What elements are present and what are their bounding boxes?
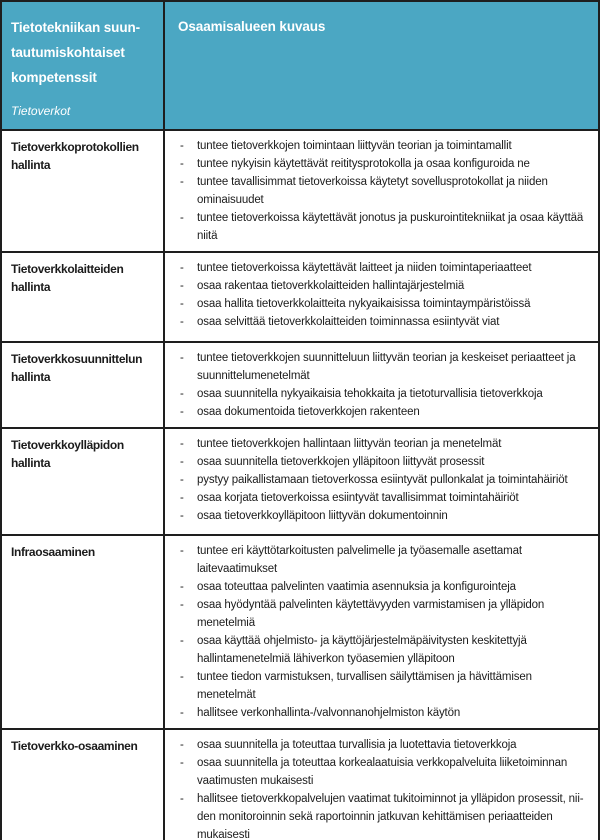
row-description-cell	[165, 343, 598, 427]
table-header-row	[2, 2, 598, 129]
table-row-tietoverkkoprotokollien-hallinta	[2, 129, 598, 251]
bullet-item: - tuntee nykyisin käytettävät reititysprotokolla ja osaa konfiguroida ne	[178, 155, 586, 173]
row-title-cell	[2, 536, 165, 728]
row-title: Tietoverkkolaitteiden hallinta	[11, 262, 124, 294]
row-title-cell	[2, 429, 165, 534]
bullet-item: - osaa hallita tietoverkkolaitteita nykyaikaisissa toimintaympäristöissä	[178, 295, 586, 313]
row-title: Tietoverkko-osaaminen	[11, 739, 138, 753]
row-description-cell	[165, 253, 598, 341]
table-row-tietoverkkolaitteiden-hallinta	[2, 251, 598, 341]
bullet-item: - tuntee tietoverkkojen suunnitteluun liittyvän teorian ja keskeiset periaatteet ja suunnittelumenetelmät	[178, 349, 586, 385]
bullet-list	[165, 131, 598, 251]
row-title-cell	[2, 343, 165, 427]
bullet-item: - osaa suunnitella tietoverkkojen ylläpitoon liittyvät prosessit	[178, 453, 586, 471]
bullet-item: - tuntee tiedon varmistuksen, turvallisen säilyttämisen ja hävittämisen menetelmät	[178, 668, 586, 704]
row-title: Tietoverkkoprotokollien hallinta	[11, 140, 139, 172]
header-right-cell	[165, 2, 598, 129]
row-title: Infraosaaminen	[11, 545, 95, 559]
table-row-infraosaaminen	[2, 534, 598, 728]
bullet-list	[165, 429, 598, 531]
header-left-title	[11, 15, 153, 90]
bullet-list	[165, 343, 598, 427]
bullet-list	[165, 730, 598, 840]
bullet-item: - hallitsee verkonhallinta-/valvonnanohjelmiston käytön	[178, 704, 586, 722]
header-left-subtitle: Tietoverkot	[11, 104, 71, 118]
bullet-item: - pystyy paikallistamaan tietoverkossa esiintyvät pullonkalat ja toimintahäiriöt	[178, 471, 586, 489]
header-right-title: Osaamisalueen kuvaus	[178, 19, 326, 34]
row-description-cell	[165, 730, 598, 840]
row-description-cell	[165, 536, 598, 728]
row-title-cell	[2, 730, 165, 840]
bullet-list	[165, 536, 598, 728]
bullet-item: - tuntee tietoverkkojen toimintaan liittyvän teorian ja toimintamallit	[178, 137, 586, 155]
bullet-item: - osaa suunnitella ja toteuttaa korkealaatuisia verkkopalveluita liiketoiminnan vaatimusten mukaisesti	[178, 754, 586, 790]
bullet-item: - tuntee tietoverkkojen hallintaan liittyvän teorian ja menetelmät	[178, 435, 586, 453]
row-title-cell	[2, 253, 165, 341]
table-row-tietoverkkoyllapidon-hallinta	[2, 427, 598, 534]
header-left-title-line-1: Tietotekniikan suun-	[11, 20, 141, 35]
bullet-item: - osaa toteuttaa palvelinten vaatimia asennuksia ja konfigurointeja	[178, 578, 586, 596]
bullet-item: - hallitsee tietoverkkopalvelujen vaatimat tukitoiminnot ja ylläpidon prosessit, niiden monitoroinnin sekä raportoinnin jatkuvan kehittämisen periaatteiden mukaisesti	[178, 790, 586, 840]
row-description-cell	[165, 429, 598, 534]
bullet-item: - osaa suunnitella nykyaikaisia tehokkaita ja tietoturvallisia tietoverkkoja	[178, 385, 586, 403]
row-title: Tietoverkkoylläpidon hallinta	[11, 438, 124, 470]
bullet-item: - osaa suunnitella ja toteuttaa turvallisia ja luotettavia tietoverkkoja	[178, 736, 586, 754]
bullet-item: - osaa tietoverkkoylläpitoon liittyvän dokumentoinnin	[178, 507, 586, 525]
bullet-item: - osaa selvittää tietoverkkolaitteiden toiminnassa esiintyvät viat	[178, 313, 586, 331]
bullet-list	[165, 253, 598, 337]
bullet-item: - osaa dokumentoida tietoverkkojen rakenteen	[178, 403, 586, 421]
header-left-title-line-3: kompetenssit	[11, 70, 97, 85]
bullet-item: - osaa korjata tietoverkoissa esiintyvät tavallisimmat toimintahäiriöt	[178, 489, 586, 507]
table-row-tietoverkko-osaaminen	[2, 728, 598, 840]
bullet-item: - tuntee tietoverkoissa käytettävät laitteet ja niiden toimintaperiaatteet	[178, 259, 586, 277]
row-title-cell	[2, 131, 165, 251]
row-title: Tietoverkkosuunnittelun hallinta	[11, 352, 143, 384]
row-description-cell	[165, 131, 598, 251]
bullet-item: - tuntee tavallisimmat tietoverkoissa käytetyt sovellusprotokollat ja niiden ominaisuudet	[178, 173, 586, 209]
bullet-item: - osaa käyttää ohjelmisto- ja käyttöjärjestelmäpäivitysten keskitettyjä hallintamenetelmiä lähiverkon työasemien ylläpitoon	[178, 632, 586, 668]
bullet-item: - osaa hyödyntää palvelinten käytettävyyden varmistamisen ja ylläpidon menetelmiä	[178, 596, 586, 632]
header-left-cell	[2, 2, 165, 129]
bullet-item: - tuntee eri käyttötarkoitusten palvelimelle ja työasemalle asettamat laitevaatimukset	[178, 542, 586, 578]
bullet-item: - osaa rakentaa tietoverkkolaitteiden hallintajärjestelmiä	[178, 277, 586, 295]
table-row-tietoverkkosuunnittelun-hallinta	[2, 341, 598, 427]
bullet-item: - tuntee tietoverkoissa käytettävät jonotus ja puskurointitekniikat ja osaa käyttää niitä	[178, 209, 586, 245]
header-left-title-line-2: tautumiskohtaiset	[11, 45, 125, 60]
